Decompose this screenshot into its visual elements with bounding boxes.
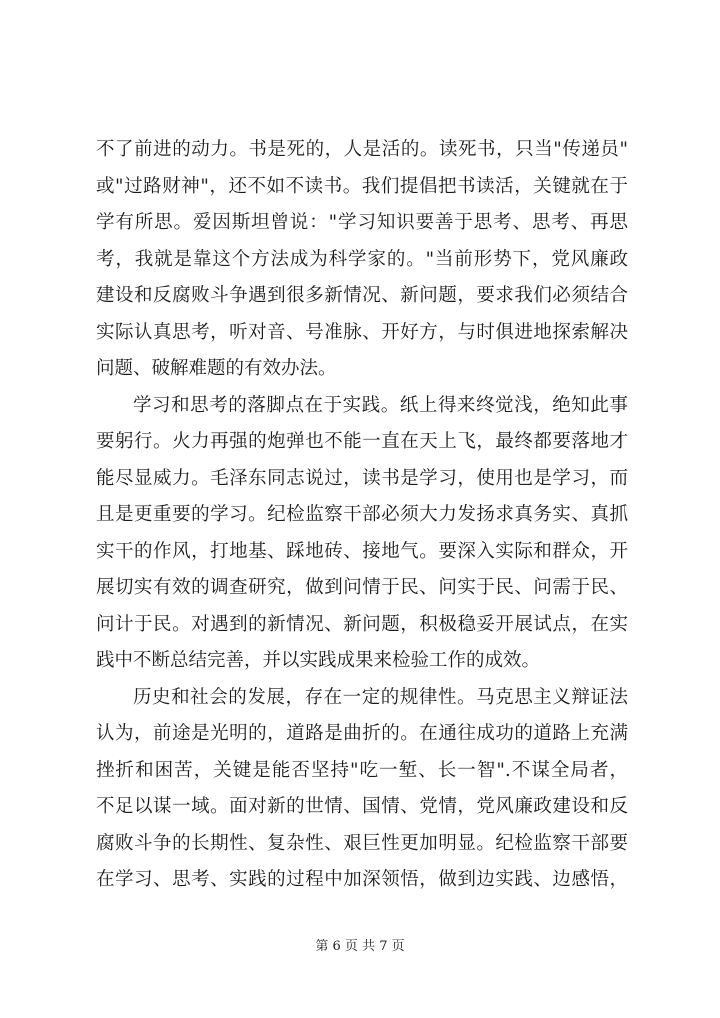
text-line: 践中不断总结完善，并以实践成果来检验工作的成效。: [96, 650, 541, 671]
text-line: 挫折和困苦，关键是能否坚持"吃一堑、长一智".不谋全局者，: [96, 759, 628, 781]
paragraph-1: [96, 132, 628, 388]
text-line: 学习和思考的落脚点在于实践。纸上得来终觉浅，绝知此事: [133, 394, 628, 416]
paragraph-3: [96, 680, 628, 899]
text-line: 建设和反腐败斗争遇到很多新情况、新问题，要求我们必须结合: [96, 285, 628, 306]
text-line: 学有所思。爱因斯坦曾说："学习知识要善于思考、思考、再思: [96, 212, 628, 233]
text-line: 考，我就是靠这个方法成为科学家的。"当前形势下，党风廉政: [96, 248, 628, 270]
text-line: 问题、破解难题的有效办法。: [96, 358, 337, 379]
text-line: 问计于民。对遇到的新情况、新问题，积极稳妥开展试点，在实: [96, 613, 628, 635]
page-footer: [0, 939, 720, 955]
text-line: 展切实有效的调查研究，做到问情于民、问实于民、问需于民、: [96, 577, 628, 598]
text-line: 要躬行。火力再强的炮弹也不能一直在天上飞，最终都要落地才: [96, 431, 628, 452]
text-line: 不足以谋一域。面对新的世情、国情、党情，党风廉政建设和反: [96, 796, 628, 817]
paragraph-2: [96, 388, 628, 680]
text-line: 不了前进的动力。书是死的，人是活的。读死书，只当"传递员": [96, 139, 628, 160]
text-line: 且是更重要的学习。纪检监察干部必须大力发扬求真务实、真抓: [96, 504, 628, 525]
text-line: 历史和社会的发展，存在一定的规律性。马克思主义辩证法: [133, 686, 628, 708]
page-number-label: 第 6 页 共 7 页: [315, 939, 405, 954]
text-line: 实干的作风，打地基、踩地砖、接地气。要深入实际和群众，开: [96, 540, 628, 562]
text-line: 能尽显威力。毛泽东同志说过，读书是学习，使用也是学习，而: [96, 467, 628, 489]
text-line: 在学习、思考、实践的过程中加深领悟，做到边实践、边感悟，: [96, 869, 628, 890]
text-line: 实际认真思考，听对音、号准脉、开好方，与时俱进地探索解决: [96, 321, 628, 343]
document-body: [96, 132, 628, 899]
text-line: 或"过路财神"，还不如不读书。我们提倡把书读活，关键就在于: [96, 175, 628, 197]
text-line: 认为，前途是光明的，道路是曲折的。在通往成功的道路上充满: [96, 723, 628, 744]
text-line: 腐败斗争的长期性、复杂性、艰巨性更加明显。纪检监察干部要: [96, 832, 628, 854]
